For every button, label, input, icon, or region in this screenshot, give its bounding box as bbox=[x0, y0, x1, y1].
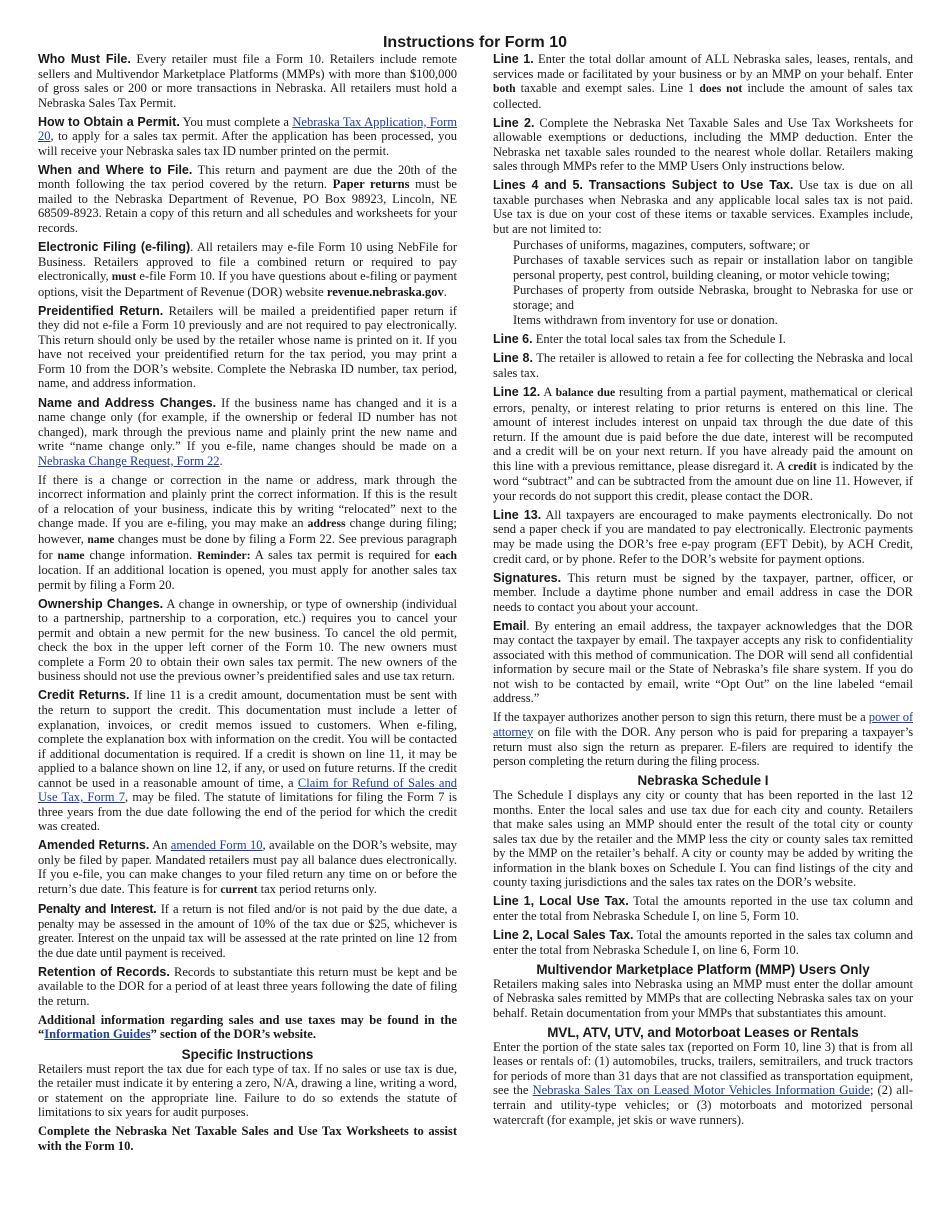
correction-text-6: location. If an additional location is opened, you must apply for another sales tax permit by filing a Form 20. bbox=[38, 563, 457, 592]
when-where-section bbox=[38, 163, 457, 236]
ownership-section bbox=[38, 597, 457, 684]
who-must-file-section bbox=[38, 52, 457, 110]
lines-4-5-heading: Lines 4 and 5. Transactions Subject to Use Tax. bbox=[493, 178, 794, 193]
line-6-section bbox=[493, 332, 913, 347]
who-must-file-heading: Who Must File. bbox=[38, 52, 131, 66]
example-4: Items withdrawn from inventory for use or donation. bbox=[513, 313, 778, 328]
paper-returns-bold: Paper returns bbox=[332, 177, 410, 192]
credit-bold: credit bbox=[788, 459, 817, 473]
obtain-permit-text: You must complete a bbox=[182, 114, 289, 129]
line-12-section bbox=[493, 385, 913, 503]
correction-text-5: A sales tax permit is required for bbox=[254, 547, 430, 562]
current-bold: current bbox=[220, 883, 258, 897]
preidentified-text: Retailers will be mailed a preidentified paper return if they did not e-file a Form 10 previously and are not required to pay electronically. This return should only be used by the retailer whose name is printed on it. If you have not received your preidentified return for the tax period, you may print a Form 10 from the DOR’s website. Complete the Nebraska ID number, tax period, name, and address information. bbox=[38, 303, 457, 391]
information-guides-link[interactable]: Information Guides bbox=[44, 1027, 151, 1042]
line-2-heading: Line 2. bbox=[493, 115, 535, 130]
correction-text-3: changes must be done by filing a Form 22. See previous paragraph for bbox=[38, 531, 457, 562]
signatures-heading: Signatures. bbox=[493, 570, 562, 585]
balance-due-bold: balance due bbox=[555, 385, 616, 399]
line-13-text: All taxpayers are encouraged to make payments electronically. Do not send a paper check if you are mandated to pay electronically. Electronic payments may be made using the DOR’s free e-pay program (EFT Debit), by ACH Credit, credit card, or by phone. Refer to the DOR’s website for payment options. bbox=[493, 507, 913, 566]
line-1-section bbox=[493, 52, 913, 111]
each-bold: each bbox=[434, 548, 457, 562]
retention-text: Records to substantiate this return must be kept and be available to the DOR for a period of at least three years following the date of filing the return. bbox=[38, 964, 457, 1008]
mvl-text: Enter the portion of the state sales tax (reported on Form 10, line 3) that is from all leases or rentals of: (1) automobiles, trucks, trailers, semitrailers, and truck tractors for periods of more than 31 days that are not classified as transportation equipment, see the bbox=[493, 1039, 913, 1098]
left-column bbox=[38, 52, 457, 1230]
form-22-link[interactable]: Nebraska Change Request, Form 22 bbox=[38, 453, 220, 468]
local-use-tax-section bbox=[493, 894, 913, 923]
obtain-permit-text-2: , to apply for a sales tax permit. After the application has been processed, you will receive your Nebraska sales tax ID number printed on the permit. bbox=[38, 129, 457, 158]
form-20-link[interactable]: Nebraska Tax Application, Form 20 bbox=[38, 114, 457, 144]
mvl-section bbox=[493, 1040, 913, 1127]
name-address-text: If the business name has changed and it is a name change only (for example, if the ownership or federal ID number has not changed), mark through the previous name and plainly print the new name and write “name change only.” If you e-file, name changes should be made on a bbox=[38, 395, 457, 454]
lines-4-5-section bbox=[493, 178, 913, 236]
power-of-attorney-link[interactable]: power of attorney bbox=[493, 710, 913, 740]
line-12-heading: Line 12. bbox=[493, 384, 541, 399]
local-use-tax-text: Total the amounts reported in the use tax column and enter the total from Nebraska Schedule I, on line 5, Form 10. bbox=[493, 894, 913, 924]
name-address-section bbox=[38, 396, 457, 469]
right-column bbox=[493, 52, 913, 1230]
obtain-permit-section bbox=[38, 115, 457, 159]
signatures-section bbox=[493, 571, 913, 615]
correction-text-2: change during filing; however, bbox=[38, 516, 457, 546]
address-bold: address bbox=[307, 517, 346, 531]
both-bold: both bbox=[493, 82, 516, 96]
penalty-text: If a return is not filed and/or is not paid by the due date, a penalty may be assessed in the amount of 10% of the tax due or $25, whichever is greater. Interest on the unpaid tax will be assessed at the rate printed on line 12 from the due date until payment is received. bbox=[38, 902, 457, 960]
penalty-heading: Penalty and Interest. bbox=[38, 902, 157, 917]
ownership-heading: Ownership Changes. bbox=[38, 596, 164, 611]
email-section bbox=[493, 619, 913, 706]
efiling-text-3: . bbox=[443, 284, 447, 299]
correction-text-4: change information. bbox=[89, 547, 193, 562]
line-1-heading: Line 1. bbox=[493, 52, 534, 66]
line-6-text: Enter the total local sales tax from the Schedule I. bbox=[535, 332, 786, 347]
correction-text-1: If there is a change or correction in the name or address, mark through the incorrect information and plainly print the correct information. If this is the result of a relocation of your business, indicate this by writing “relocated” next to the change made. If you are e-filing, you may make an bbox=[38, 472, 457, 531]
mvl-text-2: ; (2) all-terrain and utility-type vehicles; or (3) motorboats and motorized personal watercraft (for example, jet skis or wave runners). bbox=[493, 1083, 913, 1127]
page-title: Instructions for Form 10 bbox=[382, 34, 568, 51]
line-12-text: A bbox=[543, 384, 552, 399]
line-1-text-3: include the amount of sales tax collected. bbox=[493, 81, 913, 111]
local-sales-tax-heading: Line 2, Local Sales Tax. bbox=[493, 928, 634, 943]
efiling-heading: Electronic Filing (e-filing) bbox=[38, 240, 191, 255]
local-sales-tax-section bbox=[493, 928, 913, 957]
authorization-text: If the taxpayer authorizes another person to sign this return, there must be a bbox=[493, 710, 866, 725]
efiling-text-2: e-file Form 10. If you have questions about e-filing or payment options, visit the Department of Revenue (DOR) website bbox=[38, 269, 457, 299]
amended-returns-text-3: tax period returns only. bbox=[260, 882, 377, 897]
amended-returns-text: An bbox=[152, 838, 168, 853]
retention-heading: Retention of Records. bbox=[38, 964, 170, 979]
credit-returns-heading: Credit Returns. bbox=[38, 688, 130, 703]
line-8-heading: Line 8. bbox=[493, 351, 533, 366]
efiling-text: . All retailers may e-file Form 10 using NebFile for Business. Retailers approved to file a combined return or required to pay electronically, bbox=[38, 240, 457, 284]
when-where-text-2: must be mailed to the Nebraska Department of Revenue, PO Box 98923, Lincoln, NE 68509-8923. Retain a copy of this return and all schedules and worksheets for your records. bbox=[38, 177, 457, 236]
credit-returns-section bbox=[38, 688, 457, 833]
signatures-text: This return must be signed by the taxpayer, partner, officer, or member. Include a daytime phone number and email address in case the DOR needs to contact you about your account. bbox=[493, 570, 913, 614]
complete-worksheets-text: Complete the Nebraska Net Taxable Sales and Use Tax Worksheets to assist with the Form 10. bbox=[38, 1124, 457, 1153]
schedule-i-heading: Nebraska Schedule I bbox=[637, 773, 769, 789]
line-8-text: The retailer is allowed to retain a fee for collecting the Nebraska and local sales tax. bbox=[493, 351, 913, 380]
mmp-heading: Multivendor Marketplace Platform (MMP) Users Only bbox=[536, 961, 870, 977]
form-7-link[interactable]: Claim for Refund of Sales and Use Tax, Form 7 bbox=[38, 775, 457, 805]
line-13-section bbox=[493, 508, 913, 566]
line-12-text-3: is indicated by the word “subtract” and can be subtracted from the amount due on line 11. However, if your records do not support this credit, please contact the DOR. bbox=[493, 458, 913, 503]
example-1: Purchases of uniforms, magazines, computers, software; or bbox=[513, 237, 810, 252]
additional-info-text-2: ” section of the DOR’s website. bbox=[150, 1027, 317, 1042]
authorization-section bbox=[493, 710, 913, 768]
amended-form-10-link[interactable]: amended Form 10 bbox=[170, 838, 263, 853]
line-2-section bbox=[493, 116, 913, 174]
example-2: Purchases of taxable services such as repair or installation labor on tangible personal property, pest control, building cleaning, or motor vehicle towing; bbox=[513, 253, 913, 282]
mmp-text: Retailers making sales into Nebraska using an MMP must enter the dollar amount of Nebraska sales remitted by MMPs that are collecting Nebraska sales tax on your behalf. Retain documentation from your MMPs that substantiates this amount. bbox=[493, 976, 913, 1020]
example-3: Purchases of property from outside Nebraska, brought to Nebraska for use or storage; and bbox=[513, 283, 913, 312]
specific-instructions-text: Retailers must report the tax due for each type of tax. If no sales or use tax is due, the retailer must indicate it by entering a zero, N/A, drawing a line, writing a word, or statement on the appropriate line. Failure to do so extends the statute of limitations to six years for audit purposes. bbox=[38, 1061, 457, 1120]
local-sales-tax-text: Total the amounts reported in the sales tax column and enter the total from Nebraska Schedule I, on line 6, Form 10. bbox=[493, 928, 913, 957]
reminder-bold: Reminder: bbox=[197, 548, 251, 562]
credit-returns-text: If line 11 is a credit amount, documentation must be sent with the return to support the credit. This documentation must include a letter of explanation, invoices, or credit memos issued to customers. When e-filing, complete the explanation box with information on the credit. You will be contacted if additional documentation is required. If a credit is shown on line 11, it may be applied to a balance shown on line 12, if any, or used on future returns. If the credit cannot be used in a reasonable amount of time, a bbox=[38, 688, 457, 790]
schedule-i-text: The Schedule I displays any city or county that has been reported in the last 12 months. Enter the local sales and use tax due for each city and county. Retailers that make sales using an MMP should enter the result of the total city or county sales tax due by the retailer and the MMP less the city or county sales tax remitted by the MMP on the retailer’s behalf. A city or county may be added by writing the information in the blank boxes on Schedule I. You can find listings of the city and county taxing jurisdictions and the sales tax rates on the DOR’s website. bbox=[493, 788, 913, 890]
penalty-section bbox=[38, 902, 457, 960]
when-where-heading: When and Where to File. bbox=[38, 162, 193, 177]
leased-motor-vehicles-guide-link[interactable]: Nebraska Sales Tax on Leased Motor Vehicles Information Guide bbox=[532, 1083, 870, 1098]
retention-section bbox=[38, 965, 457, 1009]
preidentified-heading: Preidentified Return. bbox=[38, 303, 164, 318]
lines-4-5-text: Use tax is due on all taxable purchases when Nebraska and any applicable local sales tax is not paid. Use tax is due on your cost of these items or taxable services. Examples include, but are not limited to: bbox=[493, 178, 913, 237]
amended-returns-section bbox=[38, 838, 457, 897]
obtain-permit-heading: How to Obtain a Permit. bbox=[38, 114, 180, 129]
efiling-section bbox=[38, 240, 457, 299]
name-address-text-2: . bbox=[219, 453, 223, 468]
local-use-tax-heading: Line 1, Local Use Tax. bbox=[493, 894, 629, 909]
authorization-text-2: on file with the DOR. Any person who is paid for preparing a taxpayer’s return must also sign the return as preparer. E-filers are required to identify the person completing the return during the filing process. bbox=[493, 725, 913, 769]
credit-returns-text-2: , may be filed. The statute of limitations for filing the Form 7 is three years from the due date following the end of the period for which the credit was created. bbox=[38, 790, 457, 834]
email-text: . By entering an email address, the taxpayer acknowledges that the DOR may contact the taxpayer by email. The taxpayer accepts any risk to confidentiality associated with this method of communication. The DOR will send all confidential information by secure mail or the State of Nebraska’s file share system. If you do not wish to be contacted by email, write “Opt Out” on the line labeled “email address.” bbox=[493, 618, 913, 706]
line-8-section bbox=[493, 351, 913, 380]
amended-returns-text-2: , available on the DOR’s website, may only be filed by paper. Mandated retailers must pay all balance dues electronically. If you e-file, you can make changes to your filed return any time on or before the return’s due date. This feature is for bbox=[38, 838, 457, 897]
mvl-heading: MVL, ATV, UTV, and Motorboat Leases or Rentals bbox=[547, 1024, 859, 1040]
must-bold: must bbox=[111, 270, 137, 284]
correction-paragraph bbox=[38, 473, 457, 592]
line-1-text: Enter the total dollar amount of ALL Nebraska sales, leases, rentals, and services made or facilitated by your business or by an MMP on your behalf. Enter bbox=[493, 52, 913, 81]
name-bold-2: name bbox=[57, 548, 85, 562]
line-12-text-2: resulting from a partial payment, mathematical or clerical errors, penalty, or interest relating to prior returns is entered on this line. The amount of interest includes interest on unpaid tax through the due date of this return. If the amount due is paid before the due date, interest will be recomputed and a credit will be on your next return. If you have already paid the amount on this line with a previous remittance, please disregard it. A bbox=[493, 384, 913, 473]
when-where-text: This return and payment are due the 20th of the month following the tax period covered by the return. bbox=[38, 162, 457, 192]
line-2-text: Complete the Nebraska Net Taxable Sales and Use Tax Worksheets for allowable exemptions or deductions, including the MMP deduction. Enter the Nebraska net taxable sales rounded to the nearest whole dollar. Retailers making sales through MMPs refer to the MMP Users Only instructions below. bbox=[493, 115, 913, 174]
website-bold: revenue.nebraska.gov bbox=[326, 284, 444, 299]
who-must-file-text: Every retailer must file a Form 10. Retailers include remote sellers and Multivendor Marketplace Platforms (MMPs) with more than $100,000 of gross sales or 200 or more transactions in Nebraska. All retailers must hold a Nebraska Sales Tax Permit. bbox=[38, 52, 457, 110]
amended-returns-heading: Amended Returns. bbox=[38, 838, 150, 853]
additional-info-text: Additional information regarding sales and use taxes may be found in the “ bbox=[38, 1012, 457, 1042]
name-bold: name bbox=[87, 532, 115, 546]
line-6-heading: Line 6. bbox=[493, 332, 533, 347]
does-not-bold: does not bbox=[699, 82, 743, 96]
additional-info-section bbox=[38, 1013, 457, 1042]
email-heading: Email bbox=[493, 618, 527, 633]
ownership-text: A change in ownership, or type of ownership (individual to a partnership, partnership to a corporation, etc.) requires you to cancel your permit and obtain a new permit for the new business. To cancel the old permit, check the box in the upper left corner of the Form 10. The new owners must complete a Form 20 to obtain their own sales tax permit. The new owners of the business should not use the previous owner’s preidentified sales and use tax return. bbox=[38, 596, 457, 684]
preidentified-section bbox=[38, 304, 457, 391]
name-address-heading: Name and Address Changes. bbox=[38, 395, 217, 410]
line-1-text-2: taxable and exempt sales. Line 1 bbox=[520, 81, 695, 96]
specific-instructions-heading: Specific Instructions bbox=[181, 1046, 314, 1062]
line-13-heading: Line 13. bbox=[493, 507, 542, 522]
